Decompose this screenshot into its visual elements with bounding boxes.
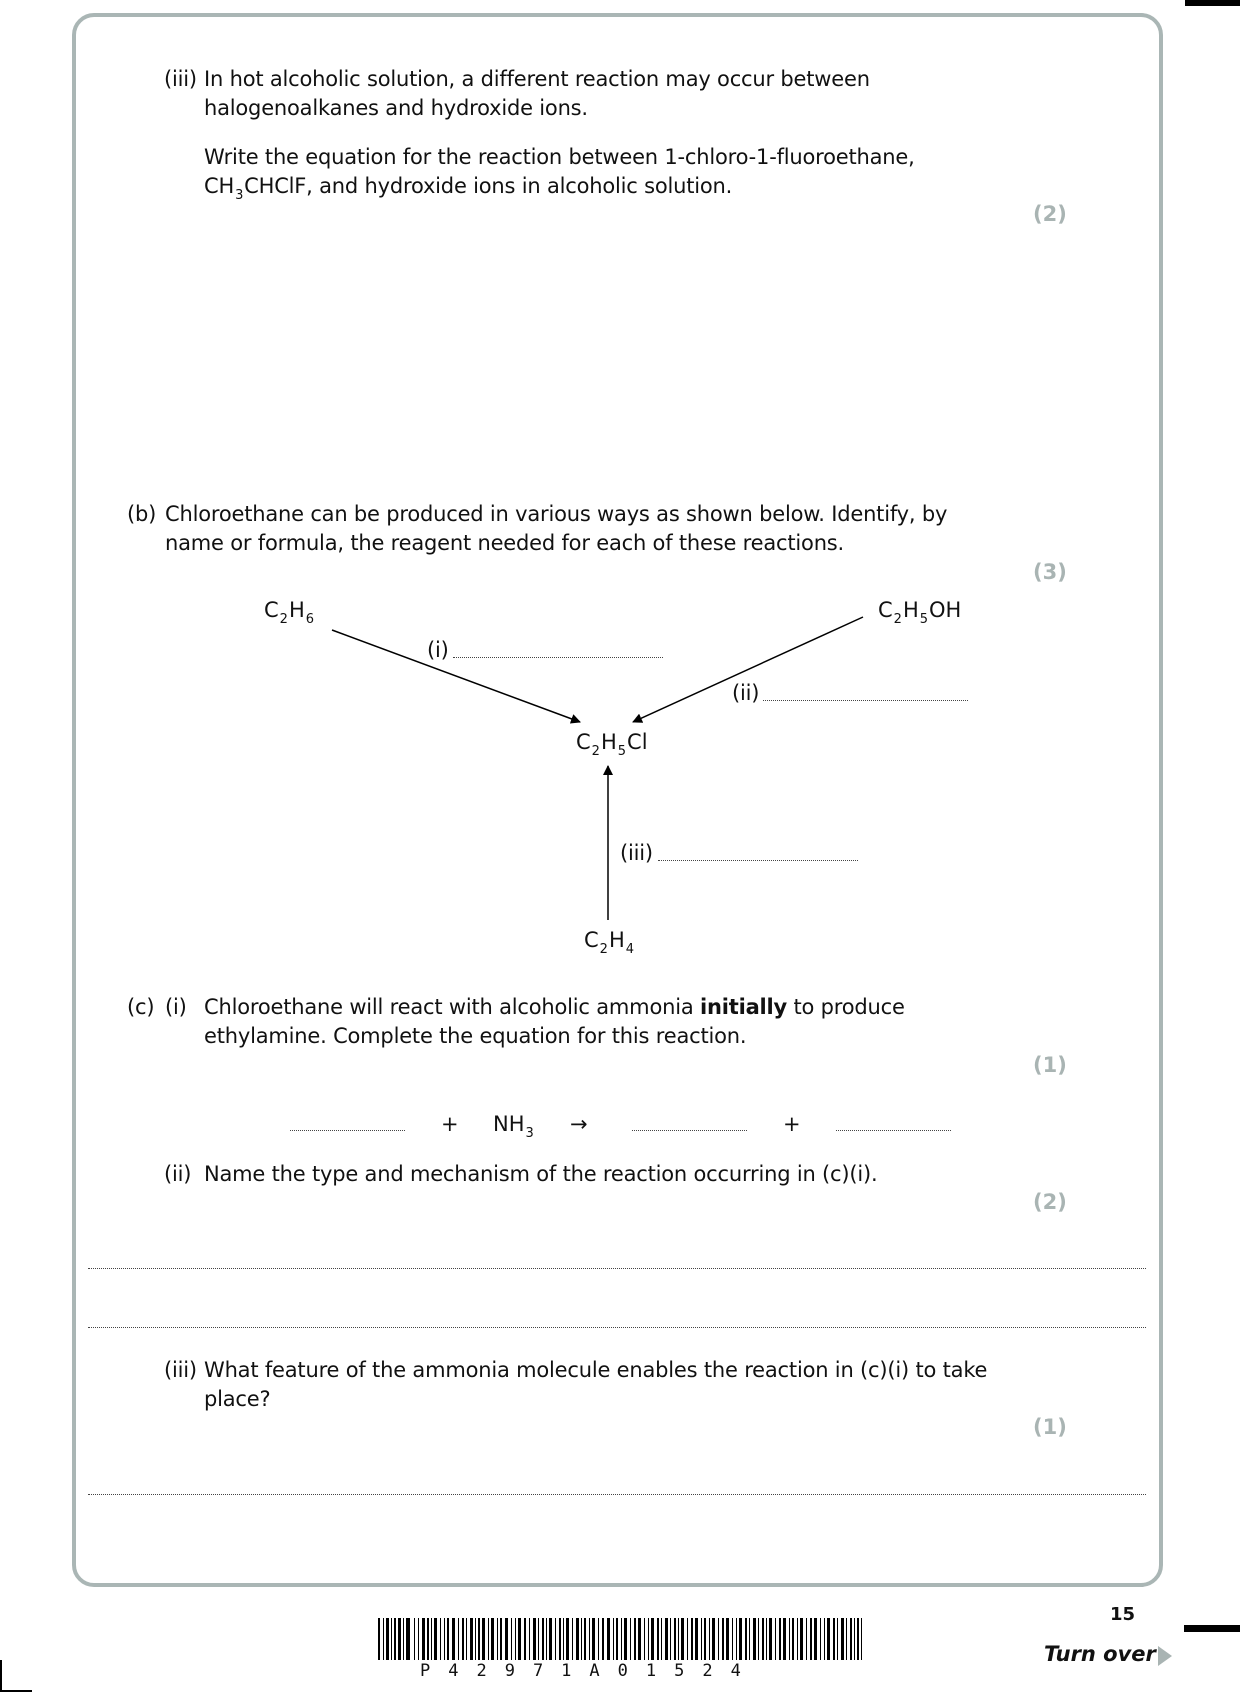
question-b-text-line1: Chloroethane can be produced in various ways as shown below. Identify, by xyxy=(165,502,948,526)
formula-part: C xyxy=(878,598,893,622)
page-number: 15 xyxy=(1110,1604,1136,1625)
question-c-i-text-line1 xyxy=(204,993,905,1022)
turn-over-label: Turn over xyxy=(1044,1642,1156,1666)
equation-plus-2: + xyxy=(783,1112,801,1136)
answer-line-c-ii-2[interactable] xyxy=(88,1327,1146,1328)
question-a-iii-text-line3: Write the equation for the reaction between 1-chloro-1-fluoroethane, xyxy=(204,145,915,169)
formula-part: NH xyxy=(493,1112,525,1136)
formula-part: C xyxy=(264,598,279,622)
marks-c-ii: (2) xyxy=(1033,1190,1067,1214)
formula-subscript: 2 xyxy=(279,612,288,627)
formula-part: H xyxy=(902,598,919,622)
answer-line-c-iii[interactable] xyxy=(88,1494,1146,1495)
formula-subscript: 4 xyxy=(625,942,635,957)
question-b-text-line2: name or formula, the reagent needed for each of these reactions. xyxy=(165,531,845,555)
formula-part: C xyxy=(584,928,599,952)
formula-subscript: 2 xyxy=(893,612,902,627)
barcode xyxy=(378,1618,862,1660)
question-c-ii-label: (ii) xyxy=(164,1162,192,1186)
turn-over-arrow-icon xyxy=(1158,1646,1172,1666)
text-part: Chloroethane will react with alcoholic ammonia xyxy=(204,995,700,1019)
formula-part: Cl xyxy=(627,730,648,754)
route-iii-label: (iii) xyxy=(620,841,653,865)
marks-b: (3) xyxy=(1033,560,1067,584)
question-c-iii-label: (iii) xyxy=(164,1358,197,1382)
formula-part: OH xyxy=(929,598,962,622)
marks-c-i: (1) xyxy=(1033,1053,1067,1077)
formula-part: H xyxy=(600,730,617,754)
equation-blank-product-2[interactable] xyxy=(836,1130,951,1131)
formula-part: C xyxy=(576,730,591,754)
route-ii-label: (ii) xyxy=(732,681,760,705)
answer-line-route-iii[interactable] xyxy=(658,860,858,861)
formula-part: H xyxy=(608,928,625,952)
formula-chloroethane xyxy=(576,730,648,759)
answer-line-route-ii[interactable] xyxy=(763,700,968,701)
formula-subscript: 5 xyxy=(617,744,627,759)
question-c-iii-text-line1: What feature of the ammonia molecule enables the reaction in (c)(i) to take xyxy=(204,1358,988,1382)
question-c-label: (c) xyxy=(127,995,155,1019)
answer-line-route-i[interactable] xyxy=(453,657,663,658)
question-c-i-label: (i) xyxy=(165,995,187,1019)
formula-ethanol xyxy=(878,598,961,627)
formula-subscript: 3 xyxy=(525,1126,534,1141)
emphasis-initially: initially xyxy=(699,995,788,1019)
formula-subscript: 3 xyxy=(235,188,244,203)
question-b-label: (b) xyxy=(127,502,157,526)
formula-subscript: 2 xyxy=(591,744,600,759)
formula-part: CH xyxy=(204,174,235,198)
barcode-text: P42971A01524 xyxy=(420,1661,759,1681)
route-i-label: (i) xyxy=(427,638,449,662)
question-c-i-text-line2: ethylamine. Complete the equation for this reaction. xyxy=(204,1024,747,1048)
question-a-iii-label: (iii) xyxy=(164,67,197,91)
formula-part: H xyxy=(288,598,305,622)
formula-subscript: 2 xyxy=(599,942,608,957)
formula-subscript: 6 xyxy=(305,612,315,627)
text-part: to produce xyxy=(787,995,905,1019)
arrow-ethane-to-chloroethane xyxy=(332,630,580,722)
question-a-iii-text-line1: In hot alcoholic solution, a different reaction may occur between xyxy=(204,67,870,91)
marks-a-iii: (2) xyxy=(1033,202,1067,226)
equation-ammonia xyxy=(493,1112,535,1141)
text-rest: , and hydroxide ions in alcoholic solution. xyxy=(306,174,733,198)
question-a-iii-text-line2: halogenoalkanes and hydroxide ions. xyxy=(204,96,588,120)
equation-plus-1: + xyxy=(441,1112,459,1136)
question-c-ii-text: Name the type and mechanism of the reaction occurring in (c)(i). xyxy=(204,1162,878,1186)
formula-ethene xyxy=(584,928,635,957)
equation-arrow: → xyxy=(570,1112,588,1136)
formula-ethane xyxy=(264,598,315,627)
formula-subscript: 5 xyxy=(919,612,929,627)
marks-c-iii: (1) xyxy=(1033,1415,1067,1439)
answer-line-c-ii-1[interactable] xyxy=(88,1268,1146,1269)
formula-part: CHClF xyxy=(244,174,307,198)
question-c-iii-text-line2: place? xyxy=(204,1387,271,1411)
equation-blank-reactant[interactable] xyxy=(290,1130,405,1131)
equation-blank-product-1[interactable] xyxy=(632,1130,747,1131)
